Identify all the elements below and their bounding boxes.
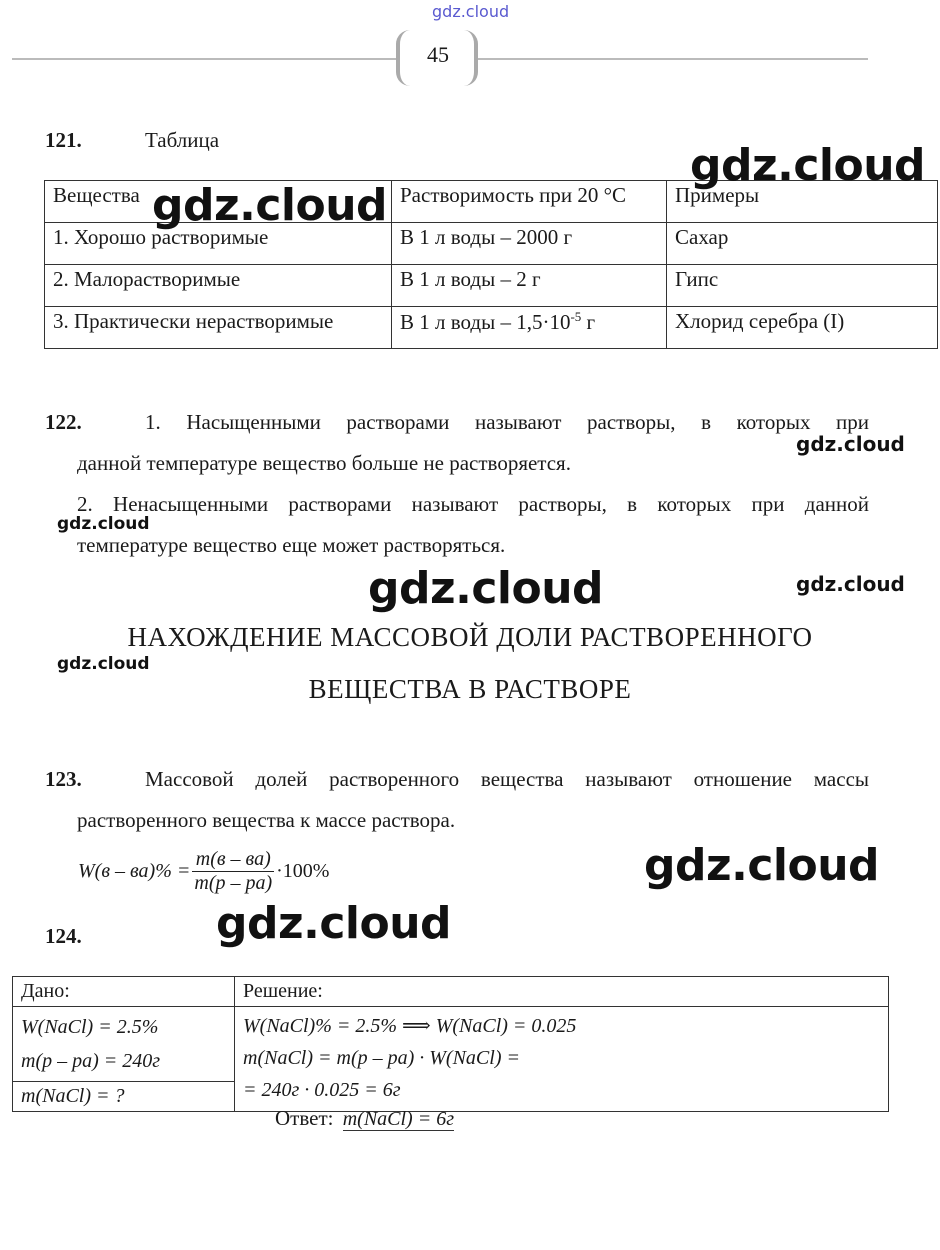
- watermark: gdz.cloud: [57, 654, 150, 674]
- formula-denominator: m(p – pa): [194, 872, 273, 894]
- formula-left: W(в – ва)% =: [78, 860, 191, 882]
- solution-steps: [235, 1007, 889, 1112]
- answer: [275, 1106, 454, 1131]
- answer-value: m(NaCl) = 6г: [342, 1108, 455, 1130]
- solution-header: Решение:: [235, 977, 889, 1007]
- task-121-title: Таблица: [145, 128, 220, 152]
- task-122-p1-line2: данной температуре вещество больше не растворяется.: [77, 451, 571, 475]
- mass-fraction-formula: [78, 848, 329, 895]
- task-124-number: 124.: [45, 924, 82, 948]
- given-values: [13, 1007, 235, 1082]
- table-header-cell: Примеры: [667, 181, 938, 223]
- watermark: gdz.cloud: [152, 180, 388, 231]
- task-121-number: 121.: [45, 128, 82, 152]
- watermark: gdz.cloud: [796, 572, 905, 596]
- answer-label: Ответ:: [275, 1106, 334, 1130]
- table-cell: В 1 л воды – 2 г: [392, 265, 667, 307]
- task-122-number: 122.: [45, 410, 82, 434]
- table-cell: [392, 307, 667, 349]
- task-122-p1-line1: 1. Насыщенными растворами называют растворы, в которых при: [145, 410, 869, 434]
- given-mass-fraction: W(NaCl) = 2.5%: [21, 1016, 159, 1038]
- given-solution-mass: m(p – pa) = 240г: [21, 1050, 161, 1072]
- table-cell: Хлорид серебра (I): [667, 307, 938, 349]
- formula-right: ·100%: [276, 860, 330, 882]
- table-row: [45, 265, 938, 307]
- header-rule-right: [478, 58, 868, 60]
- solubility-exponent: -5: [570, 309, 582, 324]
- watermark: gdz.cloud: [644, 840, 880, 891]
- task-123-line2: растворенного вещества к массе раствора.: [77, 808, 456, 832]
- task-122-p2-line2: температуре вещество еще может растворяться.: [77, 533, 506, 557]
- formula-numerator: m(в – ва): [192, 848, 274, 872]
- table-row: [45, 307, 938, 349]
- header-rule-left: [12, 58, 400, 60]
- table-cell: Сахар: [667, 223, 938, 265]
- task-123-line1: Массовой долей растворенного вещества называют отношение массы: [145, 767, 869, 791]
- watermark: gdz.cloud: [796, 432, 905, 456]
- solution-step-2: m(NaCl) = m(p – pa) · W(NaCl) =: [243, 1047, 520, 1069]
- table-cell: 3. Практически нерастворимые: [45, 307, 392, 349]
- section-heading-line2: ВЕЩЕСТВА В РАСТВОРЕ: [308, 674, 632, 704]
- task-123-number: 123.: [45, 767, 82, 791]
- table-header-cell: Растворимость при 20 °С: [392, 181, 667, 223]
- solution-header-row: [13, 977, 889, 1007]
- section-heading-line1: НАХОЖДЕНИЕ МАССОВОЙ ДОЛИ РАСТВОРЕННОГО: [127, 622, 813, 652]
- table-cell: 2. Малорастворимые: [45, 265, 392, 307]
- find-value: m(NaCl) = ?: [13, 1082, 235, 1112]
- table-cell: В 1 л воды – 2000 г: [392, 223, 667, 265]
- solubility-unit: г: [581, 310, 596, 334]
- table-cell: Гипс: [667, 265, 938, 307]
- header-watermark: gdz.cloud: [432, 2, 510, 21]
- watermark: gdz.cloud: [216, 898, 452, 949]
- watermark: gdz.cloud: [690, 140, 926, 191]
- solution-table: [12, 976, 889, 1112]
- solution-row: [13, 1007, 889, 1082]
- solubility-value: В 1 л воды – 1,5·10: [400, 310, 571, 334]
- watermark: gdz.cloud: [57, 514, 150, 534]
- solution-step-1: W(NaCl)% = 2.5% ⟹ W(NaCl) = 0.025: [243, 1015, 577, 1037]
- table-cell: 1. Хорошо растворимые: [45, 223, 392, 265]
- task-122-p2-line1: 2. Ненасыщенными растворами называют растворы, в которых при данной: [77, 492, 869, 516]
- solution-step-3: = 240г · 0.025 = 6г: [243, 1079, 401, 1101]
- formula-fraction: [192, 848, 274, 895]
- page-number: 45: [427, 42, 449, 67]
- given-header: Дано:: [13, 977, 235, 1007]
- watermark: gdz.cloud: [368, 563, 604, 614]
- table-header-cell: Вещества: [45, 181, 392, 223]
